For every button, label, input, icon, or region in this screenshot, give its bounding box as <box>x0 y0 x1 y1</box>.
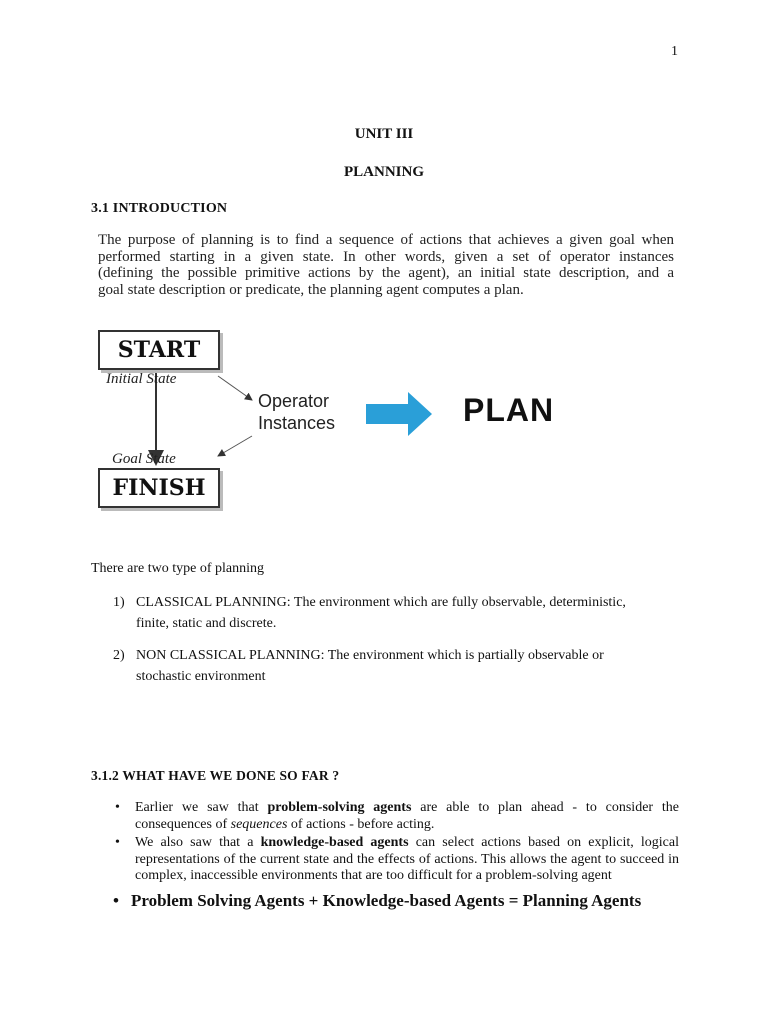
intro-paragraph <box>98 232 674 298</box>
planning-diagram <box>90 318 610 518</box>
bullet-text: are able to plan ahead - to consider the consequences of <box>135 800 679 832</box>
summary-text: Problem Solving Agents + Knowledge-based Agents = Planning Agents <box>130 891 642 910</box>
summary-bullet <box>113 891 641 911</box>
list-line: NON CLASSICAL PLANNING: The environment which is partially observable or <box>136 648 604 663</box>
unit-title: UNIT III <box>354 126 414 142</box>
bullet-bold-text: problem-solving agents <box>267 800 412 815</box>
bullet-icon: • <box>113 891 119 910</box>
intro-line: (defining the possible primitive actions by the agent), an initial state description, and a <box>98 265 674 281</box>
operator-instances-label <box>258 390 335 434</box>
bullet-icon: • <box>115 835 120 850</box>
finish-box: FINISH <box>98 468 220 508</box>
bullet-list <box>113 800 679 887</box>
goal-state-label: Goal State <box>112 451 176 467</box>
section-heading-introduction: 3.1 INTRODUCTION <box>91 201 228 216</box>
planning-title: PLANNING <box>343 164 424 180</box>
list-item <box>113 800 679 833</box>
intro-line: goal state description or predicate, the planning agent computes a plan. <box>98 281 524 298</box>
operator-line: Operator <box>258 391 330 411</box>
list-number: 1) <box>113 595 125 610</box>
page-number: 1 <box>671 44 678 59</box>
bullet-text: Earlier we saw that <box>135 800 268 815</box>
bullet-bold-text: knowledge-based agents <box>260 835 409 850</box>
list-item <box>113 835 679 885</box>
plan-arrow-icon <box>366 392 432 436</box>
section-heading-done-so-far: 3.1.2 WHAT HAVE WE DONE SO FAR ? <box>91 768 340 783</box>
types-intro: There are two type of planning <box>91 561 264 576</box>
list-line: CLASSICAL PLANNING: The environment which are fully observable, deterministic, <box>136 595 626 610</box>
operator-to-goal-arrow <box>218 436 252 456</box>
bullet-icon: • <box>115 800 120 815</box>
plan-label: PLAN <box>463 392 555 428</box>
planning-type-item <box>113 592 693 634</box>
operator-line: Instances <box>258 413 336 433</box>
bullet-text: of actions - before acting. <box>287 816 435 832</box>
planning-type-item <box>113 645 693 687</box>
bullet-text: We also saw that a <box>135 835 261 850</box>
initial-state-label: Initial State <box>106 371 177 387</box>
bullet-italic-text: sequences <box>230 816 288 832</box>
list-line: finite, static and discrete. <box>136 616 277 631</box>
bullet-text: can select actions based on explicit, logical representations of the current state and the effects of actions. This allows the agent to succeed in complex, inaccessible environments that are too difficult for a problem-solving agent <box>135 835 680 883</box>
intro-line: performed starting in a given state. In other words, given a set of operator instances <box>98 248 674 265</box>
intro-line: The purpose of planning is to find a sequence of actions that achieves a given goal when <box>98 232 674 248</box>
start-box: START <box>98 330 220 370</box>
initial-to-operator-arrow <box>218 376 252 400</box>
list-line: stochastic environment <box>136 669 266 684</box>
list-number: 2) <box>113 648 125 663</box>
